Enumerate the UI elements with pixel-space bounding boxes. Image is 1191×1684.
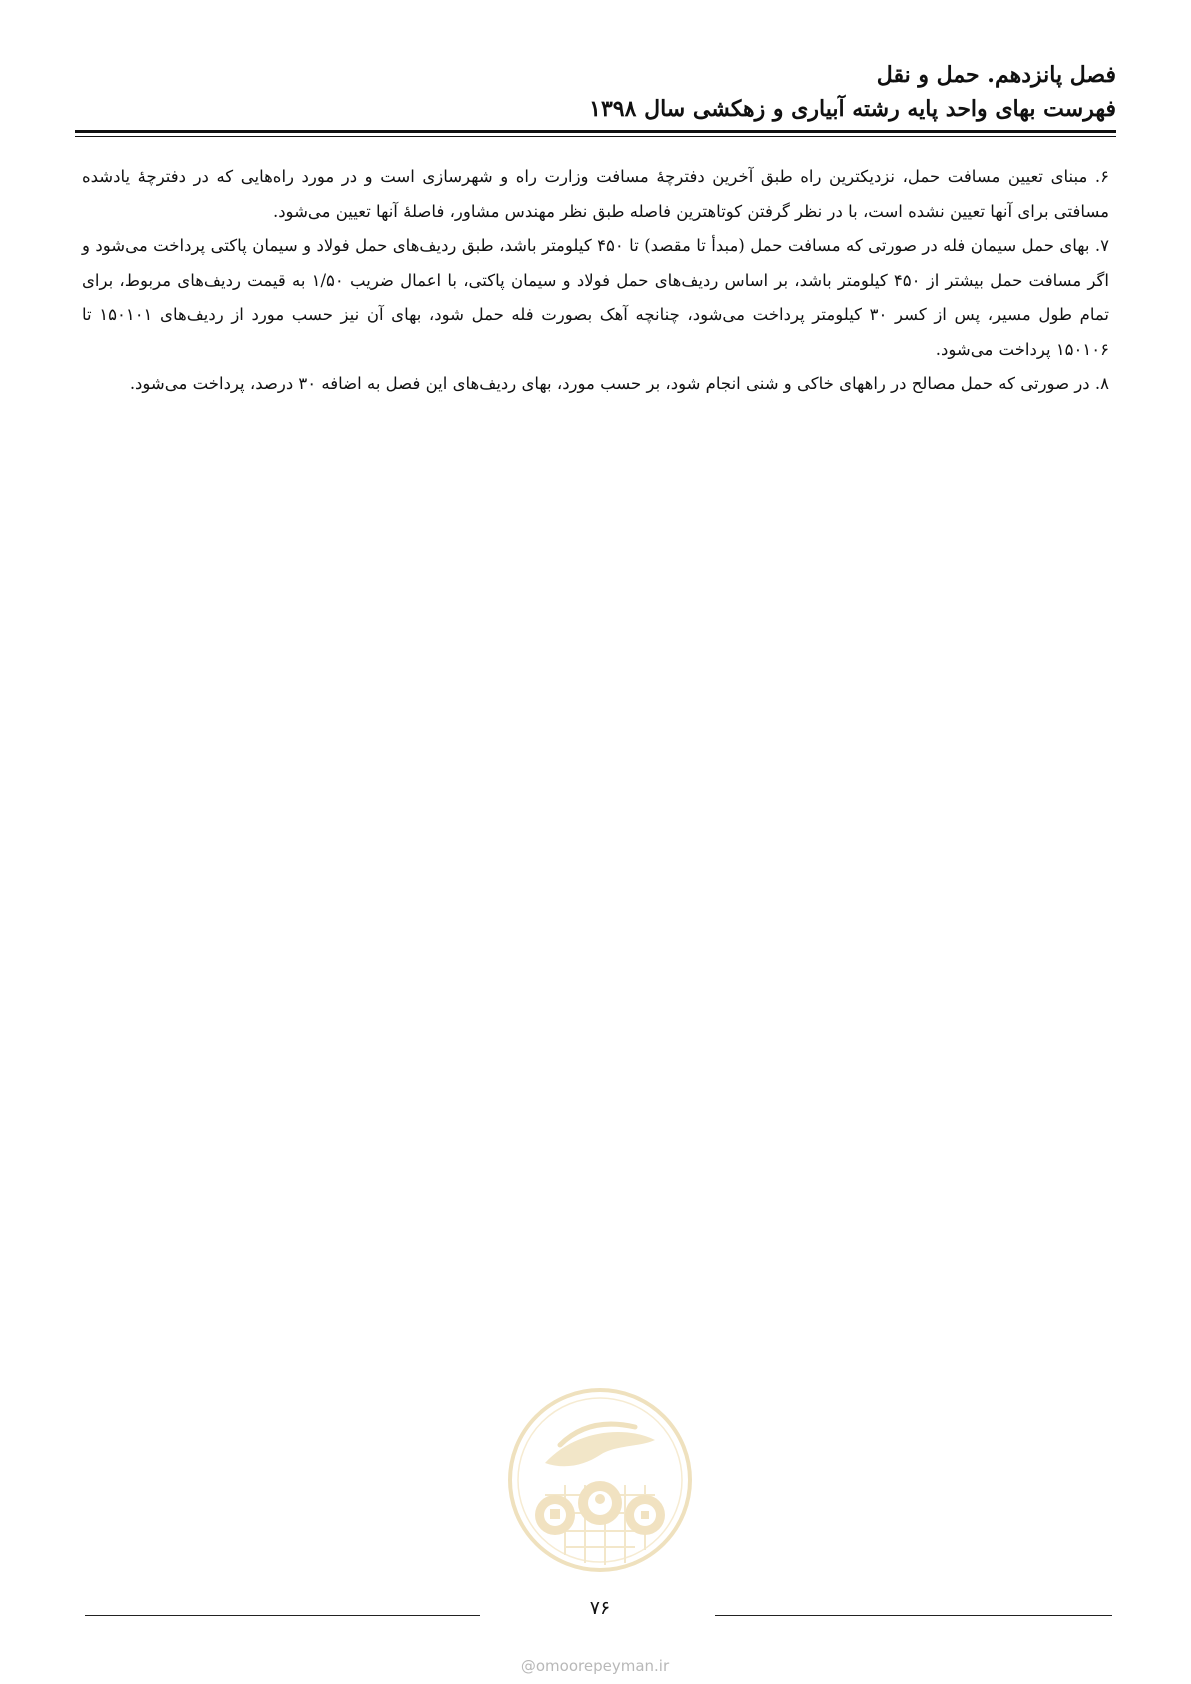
chapter-title: فصل پانزدهم. حمل و نقل — [876, 62, 1116, 88]
page-header — [75, 58, 1116, 126]
site-watermark-text: @omoorepeyman.ir — [520, 1657, 670, 1675]
header-rule-thin — [75, 136, 1116, 137]
paragraph-8: ۸. در صورتی که حمل مصالح در راههای خاکی و شنی انجام شود، بر حسب مورد، بهای ردیف‌های این فصل به اضافه ۳۰ درصد، پرداخت می‌شود. — [129, 374, 1109, 393]
header-rule-thick — [75, 130, 1116, 133]
footer-rule-left — [85, 1615, 480, 1616]
paragraph-6: ۶. مبنای تعیین مسافت حمل، نزدیکترین راه طبق آخرین دفترچهٔ مسافت وزارت راه و شهرسازی است و در مورد راه‌هایی که در دفترچهٔ یادشده مسافتی برای آنها تعیین نشده است، با در نظر گرفتن کوتاهترین فاصله طبق نظر مهندس مشاور، فاصلهٔ آنها تعیین می‌شود. — [82, 167, 1109, 221]
body-text — [82, 160, 1109, 402]
document-title: فهرست بهای واحد پایه رشته آبیاری و زهکشی سال ۱۳۹۸ — [589, 96, 1116, 122]
paragraph-7: ۷. بهای حمل سیمان فله در صورتی که مسافت حمل (مبدأ تا مقصد) تا ۴۵۰ کیلومتر باشد، طبق ردیف‌های حمل فولاد و سیمان پاکتی پرداخت می‌شود و اگر مسافت حمل بیشتر از ۴۵۰ کیلومتر باشد، بر اساس ردیف‌های حمل فولاد و سیمان پاکتی، با اعمال ضریب ۱/۵۰ به قیمت ردیف‌های مربوط، برای تمام طول مسیر، پس از کسر ۳۰ کیلومتر پرداخت می‌شود، چنانچه آهک بصورت فله حمل شود، بهای آن نیز حسب مورد از ردیف‌های ۱۵۰۱۰۱ تا ۱۵۰۱۰۶ پرداخت می‌شود. — [82, 236, 1110, 359]
page-number: ۷۶ — [589, 1597, 611, 1619]
watermark-logo-icon — [505, 1385, 695, 1575]
footer-rule-right — [715, 1615, 1112, 1616]
